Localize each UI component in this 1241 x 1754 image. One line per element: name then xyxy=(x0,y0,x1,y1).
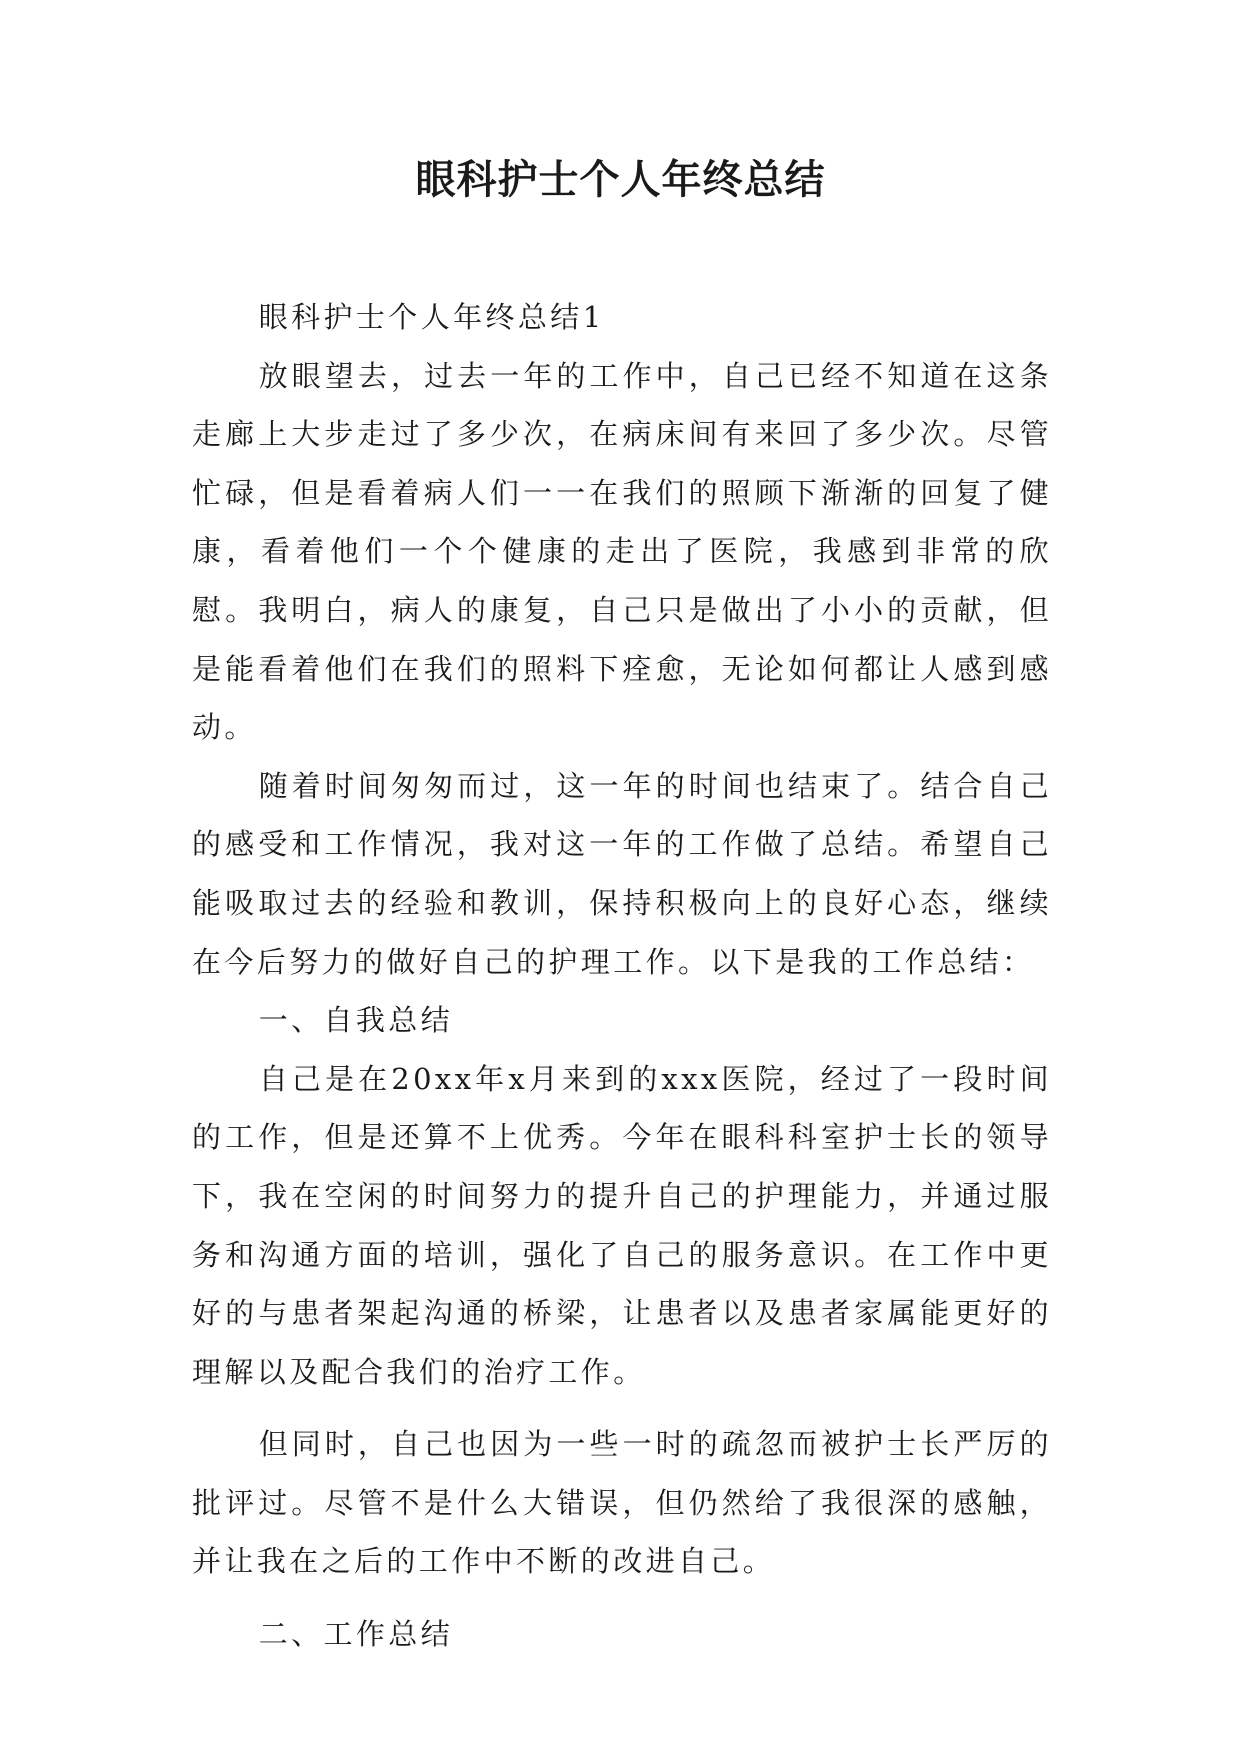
document-body xyxy=(192,288,1052,1664)
section-subtitle: 眼科护士个人年终总结1 xyxy=(258,300,605,334)
paragraph-intro: 放眼望去，过去一年的工作中，自己已经不知道在这条走廊上大步走过了多少次，在病床间有来回了多少次。尽管忙碌，但是看着病人们一一在我们的照顾下渐渐的回复了健康，看着他们一个个健康的走出了医院，我感到非常的欣慰。我明白，病人的康复，自己只是做出了小小的贡献，但是能看着他们在我们的照料下痊愈，无论如何都让人感到感动。 xyxy=(192,358,1052,745)
section-heading-self-summary: 一、自我总结 xyxy=(258,1003,454,1038)
section-heading-work-summary: 二、工作总结 xyxy=(258,1617,454,1652)
paragraph-summary-intro: 随着时间匆匆而过，这一年的时间也结束了。结合自己的感受和工作情况，我对这一年的工作做了总结。希望自己能吸取过去的经验和教训，保持积极向上的良好心态，继续在今后努力的做好自己的护理工作。以下是我的工作总结： xyxy=(192,768,1052,979)
paragraph-criticism: 但同时，自己也因为一些一时的疏忽而被护士长严厉的批评过。尽管不是什么大错误，但仍然给了我很深的感触，并让我在之后的工作中不断的改进自己。 xyxy=(192,1427,1052,1579)
document-title: 眼科护士个人年终总结 xyxy=(415,157,826,203)
paragraph-self-summary: 自己是在20xx年x月来到的xxx医院，经过了一段时间的工作，但是还算不上优秀。今年在眼科科室护士长的领导下，我在空闲的时间努力的提升自己的护理能力，并通过服务和沟通方面的培训，强化了自己的服务意识。在工作中更好的与患者架起沟通的桥梁，让患者以及患者家属能更好的理解以及配合我们的治疗工作。 xyxy=(192,1061,1052,1389)
